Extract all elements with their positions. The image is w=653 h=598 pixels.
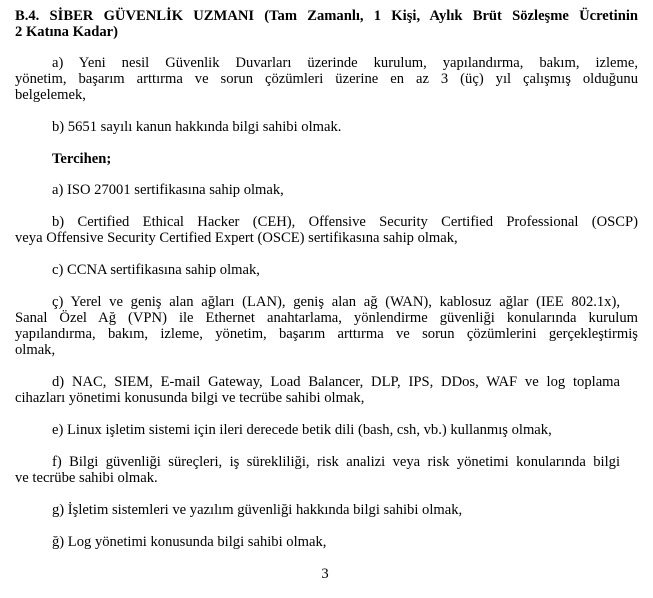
preferred-g: g) İşletim sistemleri ve yazılım güvenliği hakkında bilgi sahibi olmak, xyxy=(52,502,463,518)
requirement-b: b) 5651 sayılı kanun hakkında bilgi sahibi olmak. xyxy=(52,119,342,135)
preferred-cc-line-2: Sanal Özel Ağ (VPN) ile Ethernet anahtarlama, yönlendirme güvenliği konularında kurulum xyxy=(15,310,638,326)
preferred-c: c) CCNA sertifikasına sahip olmak, xyxy=(52,262,260,278)
preferred-d-line-2: cihazları yönetimi konusunda bilgi ve tecrübe sahibi olmak, xyxy=(15,390,365,406)
preferred-a: a) ISO 27001 sertifikasına sahip olmak, xyxy=(52,182,284,198)
requirement-a-line-1: a) Yeni nesil Güvenlik Duvarları üzerinde kurulum, yapılandırma, bakım, izleme, xyxy=(52,55,638,71)
section-heading-line-1: B.4. SİBER GÜVENLİK UZMANI (Tam Zamanlı, 1 Kişi, Aylık Brüt Sözleşme Ücretinin xyxy=(15,8,638,24)
preferred-cc-line-4: olmak, xyxy=(15,342,56,358)
page-number: 3 xyxy=(321,566,329,582)
preferred-cc-line-1: ç) Yerel ve geniş alan ağları (LAN), geniş alan ağ (WAN), kablosuz ağlar (IEE 802.1x), xyxy=(52,294,620,310)
preferred-cc-line-3: yapılandırma, bakım, izleme, yönetim, başarım arttırma ve sorun çözümlerini gerçekleştirmiş xyxy=(15,326,638,342)
preferred-gg: ğ) Log yönetimi konusunda bilgi sahibi olmak, xyxy=(52,534,327,550)
requirement-a-line-3: belgelemek, xyxy=(15,87,86,103)
preferred-b-line-1: b) Certified Ethical Hacker (CEH), Offensive Security Certified Professional (OSCP) xyxy=(52,214,638,230)
preferred-d-line-1: d) NAC, SIEM, E-mail Gateway, Load Balancer, DLP, IPS, DDos, WAF ve log toplama xyxy=(52,374,620,390)
preferred-b-line-2: veya Offensive Security Certified Expert (OSCE) sertifikasına sahip olmak, xyxy=(15,230,458,246)
preferred-f-line-1: f) Bilgi güvenliği süreçleri, iş sürekliliği, risk analizi veya risk yönetimi konularında bilgi xyxy=(52,454,620,470)
section-heading-line-2: 2 Katına Kadar) xyxy=(15,24,118,40)
preferred-heading: Tercihen; xyxy=(52,151,112,167)
preferred-f-line-2: ve tecrübe sahibi olmak. xyxy=(15,470,158,486)
preferred-e: e) Linux işletim sistemi için ileri derecede betik dili (bash, csh, vb.) kullanmış olmak, xyxy=(52,422,552,438)
requirement-a-line-2: yönetim, başarım arttırma ve sorun çözümleri üzerine en az 3 (üç) yıl çalışmış olduğunu xyxy=(15,71,638,87)
